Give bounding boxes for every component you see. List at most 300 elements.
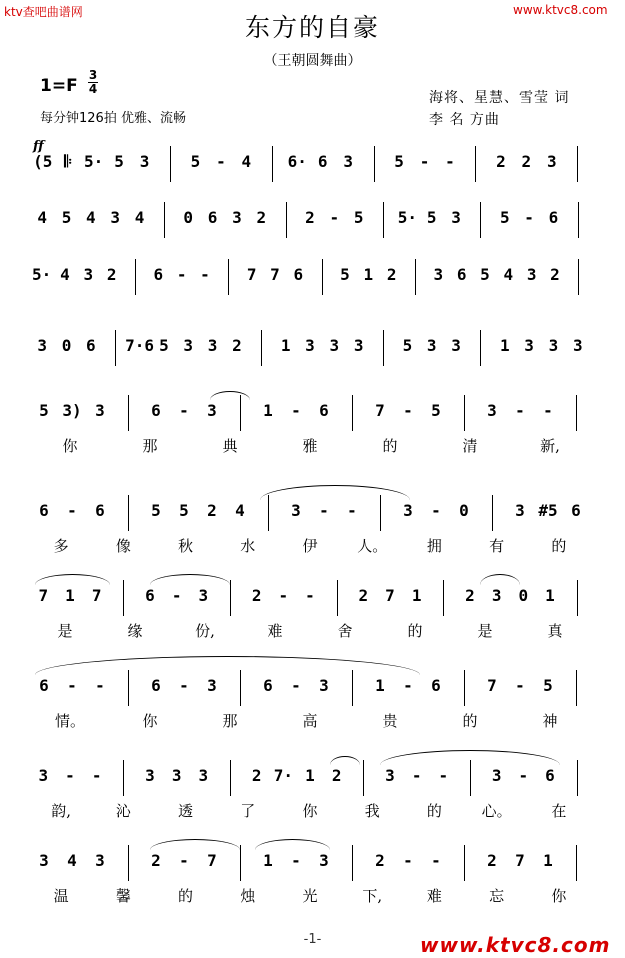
slur-mark	[150, 574, 230, 585]
note: 2	[256, 208, 267, 227]
note: -	[176, 265, 187, 284]
slur-mark	[255, 839, 330, 850]
note: -	[319, 501, 329, 520]
note: 5	[61, 208, 72, 227]
lyric-syllable: 你	[302, 802, 318, 820]
note: 2	[487, 851, 497, 870]
barline	[577, 760, 578, 796]
note: -	[403, 401, 413, 420]
note: 3	[319, 851, 329, 870]
barline	[470, 760, 471, 796]
note: 3	[145, 766, 155, 785]
lyric-syllable: 光	[302, 887, 318, 905]
barline	[337, 580, 338, 616]
lyric-syllable: 在	[551, 802, 567, 820]
barline	[128, 670, 129, 706]
lyric-syllable: 是	[57, 622, 73, 640]
note: 5	[114, 152, 124, 171]
lyric-syllable: 新,	[540, 437, 560, 455]
barline	[228, 259, 229, 295]
note: 1	[363, 265, 374, 284]
note: 3	[451, 208, 461, 227]
note: 7·6	[125, 336, 155, 355]
lyric-syllable: 那	[142, 437, 158, 455]
note: 2	[465, 586, 475, 605]
lyric-syllable: 高	[302, 712, 318, 730]
note: 4	[134, 208, 145, 227]
lyric-syllable: 情。	[54, 712, 86, 730]
note: 3	[491, 766, 502, 785]
note: 3	[291, 501, 301, 520]
note: -	[179, 401, 189, 420]
note: 5	[353, 208, 364, 227]
lyrics-line	[30, 535, 610, 561]
note: 6	[548, 208, 559, 227]
note: 5	[39, 401, 49, 420]
lyric-syllable: 的	[462, 712, 478, 730]
note: 3	[515, 501, 525, 520]
barline	[230, 580, 231, 616]
barline	[464, 670, 465, 706]
note: 5	[431, 401, 441, 420]
note: 6	[86, 336, 96, 355]
slur-mark	[35, 574, 110, 585]
lyric-syllable: 舍	[337, 622, 353, 640]
lyric-syllable: 你	[142, 712, 158, 730]
note: 4	[60, 265, 70, 284]
notes-line	[30, 146, 610, 186]
barline	[286, 202, 287, 238]
note: -	[445, 152, 455, 171]
notes-line	[30, 495, 610, 535]
note: 2	[496, 152, 506, 171]
note: 1	[499, 336, 510, 355]
note: 4	[503, 265, 514, 284]
tempo-marking: 每分钟126拍 优雅、流畅	[40, 111, 186, 126]
note: 4	[235, 501, 245, 520]
notes-line	[30, 760, 610, 800]
lyricist-credit: 海将、星慧、雪莹 词	[429, 90, 570, 106]
slur-mark	[330, 756, 360, 765]
note: 3	[207, 401, 217, 420]
lyric-syllable: 难	[426, 887, 442, 905]
note: 7	[246, 265, 257, 284]
note: -	[216, 152, 226, 171]
note: 3	[451, 336, 461, 355]
note: -	[515, 676, 525, 695]
lyric-syllable: 心。	[481, 802, 512, 820]
note: 3	[546, 152, 557, 171]
note: 3)	[62, 401, 82, 420]
lyric-syllable: 拥	[426, 537, 442, 555]
lyric-syllable: 忘	[489, 887, 505, 905]
note: 2	[305, 208, 315, 227]
note: 3	[305, 336, 315, 355]
note: 5	[159, 336, 169, 355]
note: 6	[456, 265, 467, 284]
note: -	[171, 586, 182, 605]
barline	[383, 202, 384, 238]
lyric-syllable: 你	[62, 437, 78, 455]
barline	[576, 670, 577, 706]
barline	[578, 259, 579, 295]
note: 1	[263, 851, 273, 870]
note: 3	[572, 336, 583, 355]
note: -	[278, 586, 289, 605]
note: 2	[358, 586, 369, 605]
note: -	[291, 401, 301, 420]
dynamic-marking: ff	[33, 139, 44, 154]
key-signature: 1=F	[40, 76, 78, 96]
barline	[475, 146, 476, 182]
notes-line	[30, 330, 610, 370]
barline	[492, 495, 493, 531]
lyric-syllable: 温	[53, 887, 69, 905]
note: 5	[151, 501, 161, 520]
barline	[268, 495, 269, 531]
lyrics-line	[30, 370, 610, 396]
barline	[240, 845, 241, 881]
lyrics-line	[30, 299, 610, 325]
barline	[128, 495, 129, 531]
barline	[577, 146, 578, 182]
note: -	[200, 265, 210, 284]
barline	[480, 202, 481, 238]
note: -	[67, 676, 77, 695]
note: 5	[402, 336, 413, 355]
note: 3	[403, 501, 413, 520]
slur-mark	[150, 839, 240, 850]
barline	[576, 395, 577, 431]
lyric-syllable: 像	[115, 537, 131, 555]
note: 3	[487, 401, 497, 420]
lyric-syllable: 缘	[127, 622, 143, 640]
lyric-syllable: 典	[222, 437, 238, 455]
note: 2	[251, 766, 262, 785]
lyric-syllable: 真	[547, 622, 563, 640]
note: 3	[329, 336, 340, 355]
barline	[443, 580, 444, 616]
lyric-syllable: 我	[364, 802, 380, 820]
note: -	[515, 401, 525, 420]
note: 3	[548, 336, 559, 355]
note: -	[291, 851, 301, 870]
lyrics-line	[30, 435, 610, 461]
note: 3	[232, 208, 242, 227]
note: 7	[91, 586, 102, 605]
lyric-syllable: 神	[542, 712, 558, 730]
note: -	[179, 676, 189, 695]
lyric-syllable: 人。	[357, 537, 388, 555]
note: 6·	[287, 152, 307, 171]
note: 4	[241, 152, 252, 171]
lyric-syllable: 那	[222, 712, 238, 730]
note: 3	[207, 336, 218, 355]
note: 3	[95, 851, 105, 870]
lyric-syllable: 馨	[115, 887, 131, 905]
note: 1	[65, 586, 75, 605]
note: 6	[151, 401, 161, 420]
time-signature-bottom: 4	[88, 82, 98, 96]
note: 5	[480, 265, 490, 284]
note: 3	[385, 766, 395, 785]
barline	[135, 259, 136, 295]
lyric-syllable: 的	[551, 537, 567, 555]
note: 2	[232, 336, 242, 355]
note: -	[518, 766, 529, 785]
barline	[230, 760, 231, 796]
note: 3	[526, 265, 537, 284]
lyric-syllable: 雅	[302, 437, 318, 455]
note: -	[291, 676, 301, 695]
note: 6	[431, 676, 441, 695]
note: 3	[353, 336, 364, 355]
note: 5	[499, 208, 510, 227]
barline	[383, 330, 384, 366]
note: (5	[33, 152, 53, 171]
note: 3	[524, 336, 534, 355]
song-title: 东方的自豪	[244, 13, 380, 42]
site-name-left: ktv查吧曲谱网	[4, 5, 83, 19]
barline	[352, 845, 353, 881]
note: -	[347, 501, 357, 520]
time-signature-top: 3	[88, 68, 98, 82]
note: 0	[61, 336, 72, 355]
note: 0	[459, 501, 469, 520]
notes-line	[30, 845, 610, 885]
note: 3	[198, 586, 209, 605]
note: -	[67, 501, 77, 520]
lyric-syllable: 清	[462, 437, 478, 455]
barline	[170, 146, 171, 182]
site-url-right: www.ktvc8.com	[513, 3, 608, 17]
barline	[164, 202, 165, 238]
note: 2	[207, 501, 217, 520]
note: 1	[543, 851, 553, 870]
barline	[578, 202, 579, 238]
notes-line	[30, 202, 610, 242]
note: 7	[515, 851, 525, 870]
note: 2	[331, 766, 342, 785]
note: 5	[543, 676, 553, 695]
note: 2	[251, 586, 262, 605]
barline	[352, 395, 353, 431]
barline	[374, 146, 375, 182]
composer-credit: 李 名 方曲	[429, 112, 500, 128]
note: 7	[487, 676, 497, 695]
barline	[352, 670, 353, 706]
barline	[128, 845, 129, 881]
barline	[576, 845, 577, 881]
note: -	[411, 766, 422, 785]
barline	[123, 580, 124, 616]
lyric-syllable: 的	[426, 802, 442, 820]
lyric-syllable: 秋	[178, 537, 194, 555]
lyric-syllable: 的	[382, 437, 398, 455]
note: 3	[198, 766, 209, 785]
barline	[480, 330, 481, 366]
barline	[363, 760, 364, 796]
note: 1	[280, 336, 291, 355]
note: 2	[375, 851, 385, 870]
note: 5	[190, 152, 201, 171]
barline	[415, 259, 416, 295]
lyric-syllable: 下,	[362, 887, 383, 905]
site-logo: www.ktvc8.com	[420, 933, 611, 957]
note: 7	[38, 586, 49, 605]
note: 6	[293, 265, 304, 284]
lyric-syllable: 烛	[240, 887, 256, 905]
note: 7·	[273, 766, 293, 785]
slur-mark	[35, 656, 420, 675]
note: 7	[207, 851, 217, 870]
lyrics-line	[30, 710, 610, 736]
note: 3	[83, 265, 94, 284]
lyric-syllable: 份,	[195, 622, 215, 640]
note: 3	[183, 336, 194, 355]
lyric-syllable: 是	[477, 622, 493, 640]
lyric-syllable: 韵,	[51, 802, 71, 820]
lyric-syllable: 的	[178, 887, 194, 905]
note: 1	[305, 766, 315, 785]
notes-line	[30, 259, 610, 299]
note: 5·	[83, 152, 104, 171]
note: 0	[183, 208, 194, 227]
page-number: -1-	[303, 932, 322, 947]
lyric-syllable: 的	[407, 622, 423, 640]
note: 7	[270, 265, 280, 284]
note: 6	[571, 501, 581, 520]
note: 3	[343, 152, 353, 171]
note: 6	[319, 401, 329, 420]
lyric-syllable: 透	[178, 802, 194, 820]
note: -	[543, 401, 553, 420]
note: 0	[518, 586, 529, 605]
note: 2	[521, 152, 532, 171]
lyric-syllable: 贵	[382, 712, 398, 730]
note: -	[431, 501, 441, 520]
barline	[240, 670, 241, 706]
note: 2	[151, 851, 161, 870]
note: 5	[394, 152, 404, 171]
note: 6	[317, 152, 328, 171]
barline	[272, 146, 273, 182]
note: 5	[179, 501, 189, 520]
barline	[123, 760, 124, 796]
note: 5·	[32, 265, 52, 284]
note: 3	[110, 208, 121, 227]
note: 6	[39, 501, 49, 520]
barline	[380, 495, 381, 531]
note: -	[179, 851, 189, 870]
note: -	[95, 676, 105, 695]
note: 6	[263, 676, 273, 695]
lyric-syllable: 了	[240, 802, 256, 820]
note: 3	[426, 336, 437, 355]
note: 3	[39, 851, 49, 870]
slur-mark	[380, 750, 560, 765]
note: -	[524, 208, 534, 227]
note: 3	[319, 676, 329, 695]
note: 1	[545, 586, 555, 605]
lyric-syllable: 有	[489, 537, 505, 555]
note: 6	[39, 676, 49, 695]
note: 6	[145, 586, 155, 605]
note: 4	[67, 851, 77, 870]
note: 3	[37, 336, 47, 355]
note: 6	[153, 265, 164, 284]
note: 1	[263, 401, 273, 420]
time-signature	[87, 69, 99, 96]
note: 7	[375, 401, 385, 420]
lyrics-line	[30, 885, 610, 911]
note: 1	[411, 586, 422, 605]
lyric-syllable: 你	[551, 887, 567, 905]
note: -	[438, 766, 449, 785]
lyrics-line	[30, 800, 610, 826]
note: -	[403, 676, 413, 695]
note: 3	[433, 265, 444, 284]
notes-line	[30, 580, 610, 620]
song-subtitle: （王朝圆舞曲）	[263, 53, 362, 69]
note: 4	[37, 208, 47, 227]
note: 2	[550, 265, 560, 284]
note: -	[403, 851, 413, 870]
note: 3	[38, 766, 49, 785]
note: 3	[207, 676, 217, 695]
note: 6	[545, 766, 555, 785]
barline	[261, 330, 262, 366]
lyric-syllable: 多	[53, 537, 69, 555]
note: 3	[95, 401, 105, 420]
note: 3	[491, 586, 502, 605]
slur-mark	[480, 574, 520, 585]
note: 6	[95, 501, 105, 520]
note: -	[419, 152, 430, 171]
barline	[577, 580, 578, 616]
note: 𝄆	[64, 152, 73, 171]
note: 3	[139, 152, 150, 171]
lyric-syllable: 沁	[115, 802, 131, 820]
lyric-syllable: 伊	[302, 537, 318, 555]
note: 3	[171, 766, 182, 785]
note: 5·	[397, 208, 418, 227]
note: 2	[106, 265, 117, 284]
slur-mark	[260, 485, 410, 500]
note: -	[329, 208, 340, 227]
note: 6	[151, 676, 161, 695]
barline	[128, 395, 129, 431]
note: #5	[538, 501, 558, 520]
note: 6	[207, 208, 218, 227]
barline	[464, 845, 465, 881]
note: 1	[375, 676, 385, 695]
note: 7	[385, 586, 395, 605]
barline	[322, 259, 323, 295]
note: -	[91, 766, 102, 785]
notes-line	[30, 670, 610, 710]
note: -	[65, 766, 75, 785]
barline	[240, 395, 241, 431]
barline	[115, 330, 116, 366]
note: 5	[340, 265, 350, 284]
note: -	[305, 586, 315, 605]
barline	[464, 395, 465, 431]
note: -	[431, 851, 441, 870]
note: 5	[426, 208, 437, 227]
note: 4	[86, 208, 96, 227]
notes-line	[30, 395, 610, 435]
